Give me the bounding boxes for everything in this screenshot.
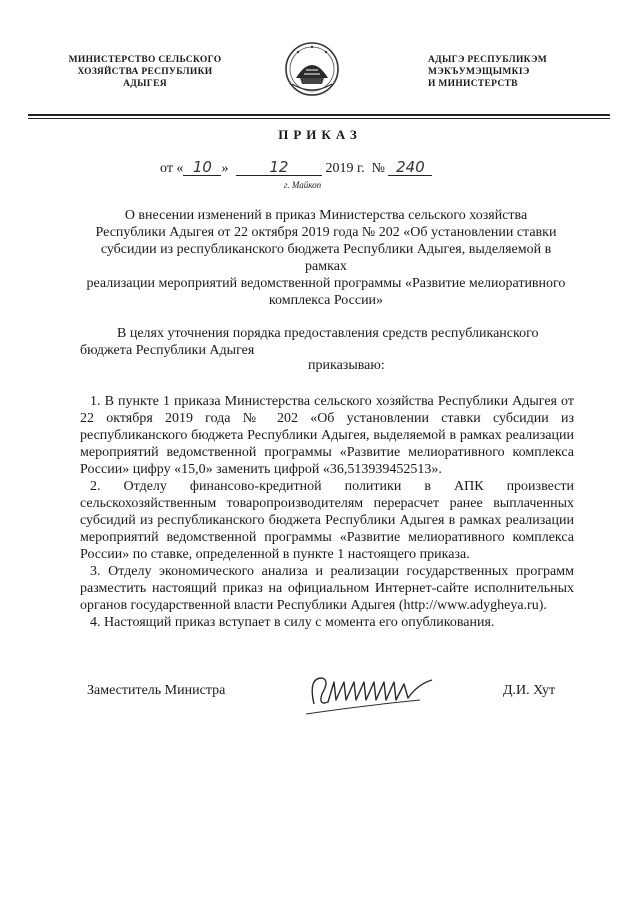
order-city: г. Майкоп: [284, 180, 322, 190]
order-date-line: [160, 160, 432, 177]
ministry-name-line: ХОЗЯЙСТВА РЕСПУБЛИКИ: [77, 67, 213, 77]
order-item-2: 2. Отделу финансово-кредитной политики в АПК произвести сельскохозяйственным товаропроизводителям перерасчет ранее выплаченных субсидий из республиканского бюджета Республики Адыгея в рамках реализации мероприятий ведомственной программы «Развитие мелиоративного комплекса России» по ставке, определенной в пункте 1 настоящего приказа.: [80, 479, 574, 562]
ministry-name-line: АДЫГЕЯ: [123, 79, 167, 89]
order-number: 240: [388, 160, 432, 176]
number-prefix: №: [371, 161, 385, 176]
ministry-name-russian: [60, 54, 230, 90]
subject-line: субсидии из республиканского бюджета Республики Адыгея, выделяемой в рамках: [100, 242, 552, 274]
order-item-3: 3. Отделу экономического анализа и реализации государственных программ разместить настоящий приказ на официальном Интернет-сайте исполнительных органов государственной власти Республики Адыгея (http://www.adygheya.ru).: [80, 564, 574, 613]
order-day: 10: [183, 160, 221, 176]
order-month: 12: [236, 160, 322, 176]
ministry-name-line: МИНИСТЕРСТВО СЕЛЬСКОГО: [68, 55, 222, 65]
subject-line: Республики Адыгея от 22 октября 2019 года № 202 «Об установлении ставки: [95, 225, 557, 240]
order-item-4: 4. Настоящий приказ вступает в силу с момента его опубликования.: [90, 615, 495, 630]
order-year: 2019 г.: [325, 161, 365, 176]
handwritten-signature-icon: [300, 664, 450, 722]
order-item-1: 1. В пункте 1 приказа Министерства сельского хозяйства Республики Адыгея от 22 октября 2019 года № 202 «Об установлении ставки субсидии из республиканского бюджета Республики Адыгея, выделяемой в рамках реализации мероприятий ведомственной программы «Развитие мелиоративного комплекса России» цифру «15,0» заменить цифрой «36,513939452513».: [80, 394, 574, 477]
ministry-name-line: МЭКЪУМЭЩЫМКIЭ: [428, 67, 530, 77]
header-divider-thin: [28, 118, 610, 119]
signatory-name: Д.И. Хут: [503, 683, 556, 698]
date-quote-close: »: [221, 161, 229, 176]
order-subject: [80, 207, 572, 309]
date-prefix: от «: [160, 161, 184, 176]
coat-of-arms-emblem-icon: [282, 40, 342, 98]
document-title: ПРИКАЗ: [278, 127, 362, 142]
preamble-paragraph: В целях уточнения порядка предоставления средств республиканского бюджета Республики Адыгея: [80, 326, 539, 358]
ministry-name-line: И МИНИСТЕРСТВ: [428, 79, 518, 89]
header-divider-thick: [28, 114, 610, 116]
ministry-name-adyghe: [428, 54, 578, 90]
subject-line: комплекса России»: [268, 293, 384, 308]
signatory-position: Заместитель Министра: [87, 683, 226, 698]
ministry-name-line: АДЫГЭ РЕСПУБЛИКЭМ: [428, 55, 547, 65]
decree-word: приказываю:: [308, 358, 385, 373]
subject-line: О внесении изменений в приказ Министерства сельского хозяйства: [124, 208, 528, 223]
subject-line: реализации мероприятий ведомственной программы «Развитие мелиоративного: [86, 276, 566, 291]
